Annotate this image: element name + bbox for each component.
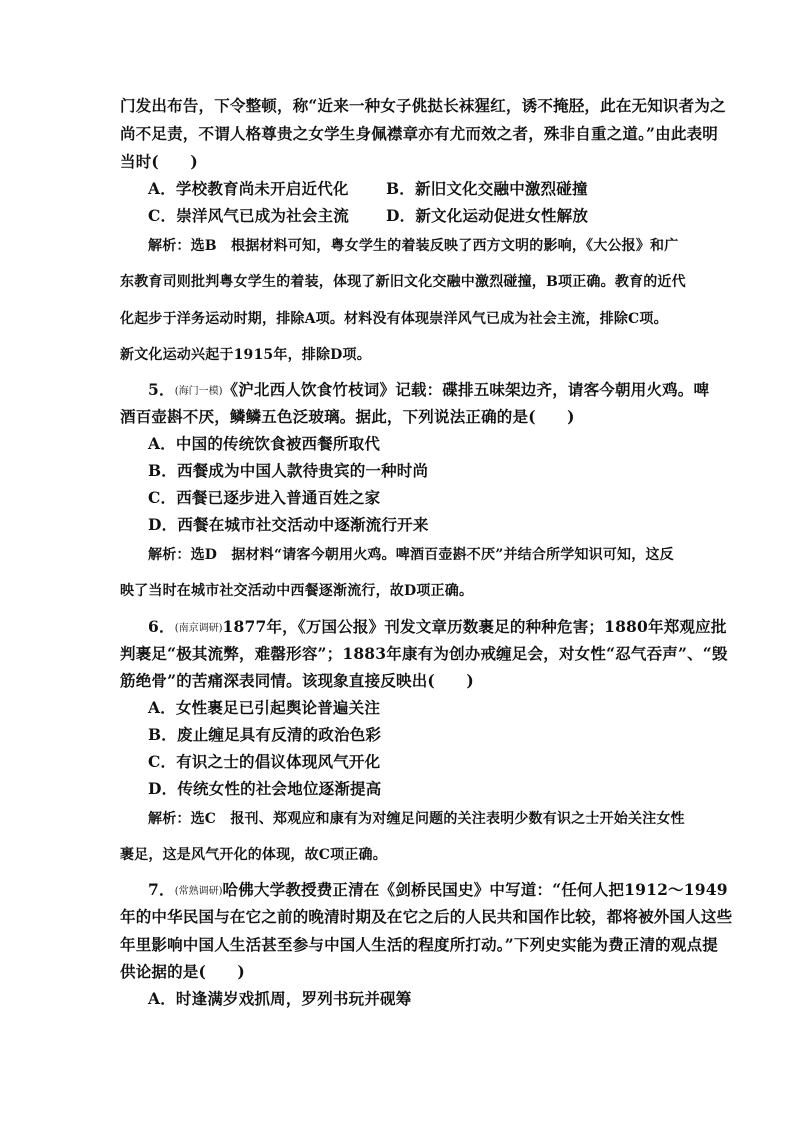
q5-option-a: A．中国的传统饮食被西餐所取代	[148, 434, 381, 453]
q5-stem-line-2: 酒百壶斟不厌，鳞鳞五色泛玻璃。据此，下列说法正确的是( )	[120, 407, 575, 426]
q5-source-tag: (海门一模)	[174, 386, 223, 397]
q5-option-c: C．西餐已逐步进入普通百姓之家	[148, 488, 381, 507]
q4-stem-line-2: 尚不足责，不谓人格尊贵之女学生身佩襟章亦有尤而效之者，殊非自重之道。”由此表明	[120, 124, 718, 143]
q6-stem-line-2: 判裹足“极其流弊，难罄形容”；1883年康有为创办戒缠足会，对女性“忍气吞声”、“毁	[120, 644, 728, 663]
q6-stem-line-1	[148, 617, 727, 639]
q6-analysis-line-1	[148, 809, 685, 829]
q5-number: 5．	[148, 380, 175, 399]
q6-option-a: A．女性裹足已引起舆论普遍关注	[148, 698, 381, 717]
q5-analysis-label: 解析：选D	[148, 547, 218, 563]
q7-stem-text-1: 哈佛大学教授费正清在《剑桥民国史》中写道：“任何人把1912～1949	[222, 880, 728, 899]
q6-analysis-label: 解析：选C	[148, 811, 217, 827]
q6-option-c: C．有识之士的倡议体现风气开化	[148, 752, 381, 771]
q7-stem-line-3: 年里影响中国人生活甚至参与中国人生活的程度所打动。”下列史实能为费正清的观点提	[120, 935, 718, 954]
q4-analysis-text-1: 根据材料可知，粤女学生的着装反映了西方文明的影响，《大公报》和广	[231, 238, 679, 254]
q4-analysis-line-2: 东教育司则批判粤女学生的着装，体现了新旧文化交融中激烈碰撞，B项正确。教育的近代	[120, 274, 686, 290]
q7-stem-line-4: 供论据的是( )	[120, 962, 245, 981]
q5-analysis-text-1: 据材料“请客今朝用火鸡。啤酒百壶斟不厌”并结合所学知识可知，这反	[231, 547, 674, 563]
q4-stem-line-1: 门发出布告，下令整顿，称“近来一种女子佻挞长袜猩红，诱不掩胫，此在无知识者为之	[120, 96, 726, 115]
q4-analysis-line-3: 化起步于洋务运动时期，排除A项。材料没有体现崇洋风气已成为社会主流，排除C项。	[120, 311, 668, 327]
q5-stem-text-1: 《沪北西人饮食竹枝词》记载：碟排五味架边齐，请客今朝用火鸡。啤	[222, 380, 710, 399]
q6-analysis-line-2: 裹足，这是风气开化的体现，故C项正确。	[120, 847, 387, 863]
q4-analysis-label: 解析：选B	[148, 238, 217, 254]
q7-number: 7．	[148, 880, 175, 899]
q7-stem-line-2: 年的中华民国与在它之前的晚清时期及在它之后的人民共和国作比较，都将被外国人这些	[120, 907, 733, 926]
q4-analysis-line-1	[148, 236, 678, 256]
q5-stem-line-1	[148, 380, 709, 402]
q6-number: 6．	[148, 617, 175, 636]
q4-option-a: A．学校教育尚未开启近代化	[148, 179, 349, 198]
q5-analysis-line-1	[148, 545, 674, 565]
q5-option-b: B．西餐成为中国人款待贵宾的一种时尚	[148, 461, 429, 480]
q4-stem-line-3: 当时( )	[120, 152, 198, 171]
q4-option-d: D．新文化运动促进女性解放	[386, 206, 589, 225]
q7-option-a: A．时逢满岁戏抓周，罗列书玩并砚筹	[148, 989, 412, 1008]
q6-option-d: D．传统女性的社会地位逐渐提高	[148, 779, 382, 798]
q6-option-b: B．废止缠足具有反清的政治色彩	[148, 725, 382, 744]
q6-stem-line-3: 筋绝骨”的苦痛深表同情。该现象直接反映出( )	[120, 671, 474, 690]
q6-analysis-text-1: 报刊、郑观应和康有为对缠足问题的关注表明少数有识之士开始关注女性	[230, 811, 685, 827]
q7-source-tag: (常熟调研)	[174, 886, 223, 897]
q7-stem-line-1	[148, 880, 728, 902]
q4-analysis-line-4: 新文化运动兴起于1915年，排除D项。	[120, 347, 371, 363]
q5-option-d: D．西餐在城市社交活动中逐渐流行开来	[148, 515, 429, 534]
q6-stem-text-1: 1877年，《万国公报》刊发文章历数裹足的种种危害；1880年郑观应批	[222, 617, 727, 636]
q5-analysis-line-2: 映了当时在城市社交活动中西餐逐渐流行，故D项正确。	[120, 583, 474, 599]
q6-source-tag: (南京调研)	[174, 623, 223, 634]
q4-option-c: C．崇洋风气已成为社会主流	[148, 206, 349, 225]
q4-option-b: B．新旧文化交融中激烈碰撞	[386, 179, 588, 198]
